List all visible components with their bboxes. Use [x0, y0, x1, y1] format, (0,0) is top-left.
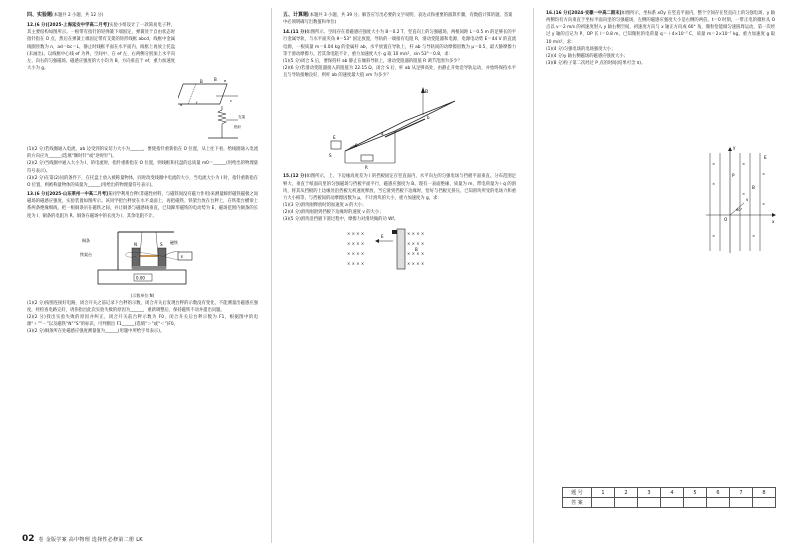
label-theta: θ	[354, 143, 357, 149]
answer-number: 5	[684, 488, 707, 498]
svg-text:×: ×	[762, 171, 766, 176]
question-15: 15.(12 分)如图所示，上、下边缘高度差为 l 的挡板固定在竖直面内，水平向左的匀强电场与挡板平面垂直。分布范围足够大、垂直于纸面向里的匀强磁场与挡板平面平行，磁感应强度为 B。现有一表面绝缘、质量为 m、带电荷量为＋q 的滑块，将其从挡板的上边缘处沿挡板无初速度释放，当它滑到挡板下边缘时，恰好与挡板无挤压，已知滑块所受的电场力和重力大小相等，与挡板间的动摩擦因数为 μ，不计滑块的大小，重力加速度为 g，求： (1)(3 分)滑块刚释放时的加速度 a 的大小； (2)(4 分)滑块刚滑到挡板下边缘时的速度 v 的大小； (3)(5 分)滑块沿挡板下滑过程中，摩擦力对滑块做的功 Wf。 × × × × × × × × × × × × × × × × × × × × × × × × × × × × × × × × E B	[283, 173, 516, 272]
label-e-field: E	[764, 155, 767, 160]
svg-text:×: ×	[752, 233, 756, 238]
svg-text:× × × ×: × × × ×	[406, 260, 424, 266]
page-footer	[22, 534, 143, 544]
answer-cell[interactable]	[638, 498, 661, 508]
label-s: S	[328, 153, 332, 159]
answer-number: 8	[753, 488, 776, 498]
answer-table-header: 题 号	[563, 488, 592, 498]
svg-text:×: ×	[712, 233, 716, 238]
label-b-field: B	[424, 90, 428, 96]
answer-number: 4	[661, 488, 684, 498]
answer-cell[interactable]	[753, 498, 776, 508]
footer-text: 卷 金版学案 高中物理 选择性必修第二册 LK	[38, 536, 143, 543]
answer-number: 7	[730, 488, 753, 498]
svg-text:E: E	[180, 254, 183, 259]
svg-text:B: B	[214, 77, 217, 83]
middle-column	[283, 10, 516, 275]
label-angle: 60°	[736, 208, 743, 212]
answer-row-label: 答 案	[563, 498, 592, 508]
label-x-axis: x	[772, 219, 775, 224]
label-b: b	[426, 115, 430, 121]
figure-inclined-rails	[325, 81, 475, 171]
figure-coordinate-field	[700, 145, 778, 257]
question-12: 12.(6 分)[2025·上海延安中学高二月考]实验小组设计了一款简易电子秤，其主要结构如图所示。一根带有指针的轻弹簧下端固定，弹簧处于自由状态时指针指在 O 点，然后在弹簧上端固定带有支架的矩形线框 abcd，线框中金属线圈匝数为 n，ad＝bc＝L，静止时线框平面在水平面内，线框上再放上托盘(未画出)。以线框中心线 ef 为界，空间中、在 ef 左、右两侧分别加上水平向左、向右的匀强磁场，磁感应强度的大小均为 B，方向垂直于 ef，重力加速度大小为 g。 B B 支架 指针 a c f e (1)(2 分)若线圈通入电流，ab 边受到的安培力大小为______，要使指针重新指在 O 位置，从上往下看，给线圈通入电流的方向应为______(选填“顺时针”或“逆时针”)。 (2)(2 分)当线圈中通入大小为 I，的电流时，指针重新指在 O 位置，则线框和托盘的总质量 m0＝______(用给出的物理量符号表示)。 (3)(2 分)在第(2)问的条件下，在托盘上放入被称量物体，同时改变线圈中电流的大小，当电流大小为 I 时，指针重新指在 O 位置，则被称量物体的质量为______(用给出的物理量符号表示)。	[27, 23, 258, 188]
svg-text:f: f	[196, 101, 198, 106]
figure-balance-magnet	[78, 222, 208, 300]
answer-cell[interactable]	[684, 498, 707, 508]
label-stand: 铁架台	[79, 251, 92, 257]
answer-number: 1	[592, 488, 615, 498]
svg-text:S: S	[159, 241, 163, 247]
figure-scale-diagram	[178, 76, 258, 146]
label-e: E	[332, 135, 336, 141]
answer-number: 3	[638, 488, 661, 498]
svg-text:指针: 指针	[234, 125, 242, 130]
right-column	[546, 10, 775, 69]
label-y-axis: y	[733, 145, 736, 150]
answer-cell[interactable]	[707, 498, 730, 508]
svg-text:×: ×	[712, 181, 716, 186]
label-copper: 铜条	[81, 237, 90, 243]
answer-cell[interactable]	[730, 498, 753, 508]
page-number: 02	[22, 534, 35, 544]
label-magnet: 磁铁	[169, 239, 178, 245]
svg-text:B: B	[200, 79, 203, 85]
label-e-field: E	[380, 233, 384, 239]
svg-text:×: ×	[762, 201, 766, 206]
svg-text:0.00: 0.00	[135, 275, 145, 281]
svg-text:N: N	[133, 241, 137, 247]
figure-plate-field	[345, 227, 455, 273]
question-13: 13.(6 分)[2025·山东莱州一中高二月考]某同学利用台秤(非磁性材料，与磁铁间没有磁力作用)来测量蹄形磁铁磁极之间磁场的磁感应强度，实验装置如图所示。该同学把台秤放在水平桌面上，再把磁铁、铁架台放在台秤上，在铁架台横梁上系两条绝缘细线，把一根铜条吊在磁铁之间，并让铜条与磁感线垂直，已知蹄形磁铁的电动势为 E，磁场范围内铜条的长度为 l、铜条的电阻为 R，铜条在磁场中的长度为 l，其余电阻不计。 N S E 铜条 铁架台 磁铁 0.00 (示数单位:N) (1)(2 分)按图连接好电路，闭合开关之前记录下台秤的示数，闭合开关后发现台秤的示数没有变化，不能测量出磁感应强度，经检查电路完好，请你指出此次实验失败的原因为______，重新调整后，保持磁铁不动并提出问题。 (2)(2 分)找出实验失败的原因并纠正，闭合开关前台秤示数为 F0，闭合开关后台秤示数为 F1，根据图中的电源“＋”“－”以及磁铁“N”“S”的标识，可判断出 F1______(选填“＞”或“＜”)F0。 (3)(2 分)铜条所在处磁感应强度测量值为______(用题中所给字母表示)。	[27, 192, 258, 335]
svg-text:×: ×	[742, 161, 746, 166]
svg-text:× × × ×: × × × ×	[346, 240, 364, 246]
answer-number: 6	[707, 488, 730, 498]
figure-caption: (示数单位:N)	[130, 292, 155, 298]
question-16: 16.(16 分)[2024·安徽一中高二期末]如图所示，坐标系 xOy 在竖直平面内，整个空间存在竖直向上的匀强电场，y 轴两侧均有方向垂直于坐标平面向里的匀强磁场，左侧的磁感应强度大小是右侧的两倍。t＝0 时刻，一带正电的微粒从 O 点以 v＝2 m/s 的初速度射入 y 轴右侧空间，初速度方向与 x 轴正方向成 60° 角，微粒恰能做匀速圆周运动，第一次经过 y 轴的点记为 P，OP 长 l＝0.8 m，已知微粒的电荷量 q＝＋4×10⁻⁷ C，质量 m＝2×10⁻⁷ kg，重力加速度 g 取 10 m/s²，求： (1)(4 分)匀强电场的电场强度大小； (2)(4 分)y 轴右侧磁场的磁感应强度大小； (3)(8 分)粒子第二次经过 P 点的时间(结果可含 π)。	[546, 11, 775, 67]
question-14: 14.(11 分)如图所示，空间存在着磁感应强度大小为 B＝0.2 T、竖直向上的匀强磁场，两根间距 L＝0.5 m 的足够长的平行金属导轨，与水平面夹角 θ＝53° 固定放置，导轨的一端接有电阻 R，滑动变阻器和电源，电源电动势 E＝44 V 的直流电源，一根质量 m＝0.04 kg 的金属杆 ab，水平放置在导轨上，杆 ab 与导轨间的动摩擦因数为 μ＝0.5，最大静摩擦力等于滑动摩擦力。若其余电阻不计，重力加速度大小 g 取 10 m/s²，sin 53°＝0.8，求： (1)(5 分)闭合 S 后，要保持杆 ab 静止在倾斜导轨上，滑动变阻器的阻值 R 调节范围为多少？ (2)(6 分)若滑动变阻器接入的阻值为 22.15 Ω，闭合 S 后，杆 ab 从足够高处，由静止开始沿导轨运动，并始终保持水平且与导轨接触良好，则杆 ab 的速度最大值 vm 为多少？ B a b E R S θ	[283, 30, 517, 171]
svg-text:e: e	[224, 79, 227, 84]
svg-text:a: a	[180, 103, 183, 108]
section-title-experiment: 四、实验题(本题共 2 小题，共 12 分)	[27, 12, 104, 18]
svg-text:×: ×	[742, 191, 746, 196]
section-title-calculation: 五、计算题(本题共 3 小题，共 39 分。解答应写出必要的文字说明、表达式和重要的演算步骤，有数值计算的题，答案中必须明确写出数值和单位)	[283, 12, 513, 26]
answer-cell[interactable]	[661, 498, 684, 508]
label-origin: O	[724, 217, 728, 222]
label-p: P	[732, 173, 735, 178]
label-b-field: B	[752, 185, 755, 190]
label-b-field: B	[414, 246, 418, 252]
svg-text:× × × ×: × × × ×	[346, 260, 364, 266]
column-divider	[271, 8, 272, 543]
svg-text:× × × ×: × × × ×	[406, 250, 424, 256]
svg-text:× × × ×: × × × ×	[346, 250, 364, 256]
svg-text:× × × ×: × × × ×	[406, 230, 424, 236]
answer-cell[interactable]	[592, 498, 615, 508]
label-velocity: v	[746, 197, 749, 202]
answer-cell[interactable]	[615, 498, 638, 508]
label-a: a	[380, 131, 383, 137]
svg-text:× × × ×: × × × ×	[406, 240, 424, 246]
svg-text:c: c	[230, 99, 232, 104]
column-divider	[533, 8, 534, 543]
svg-text:支架: 支架	[238, 115, 246, 120]
left-column	[27, 10, 258, 338]
svg-text:× × × ×: × × × ×	[346, 230, 364, 236]
svg-text:×: ×	[712, 161, 716, 166]
label-r: R	[364, 165, 368, 171]
answer-number: 2	[615, 488, 638, 498]
answer-table	[562, 487, 776, 508]
